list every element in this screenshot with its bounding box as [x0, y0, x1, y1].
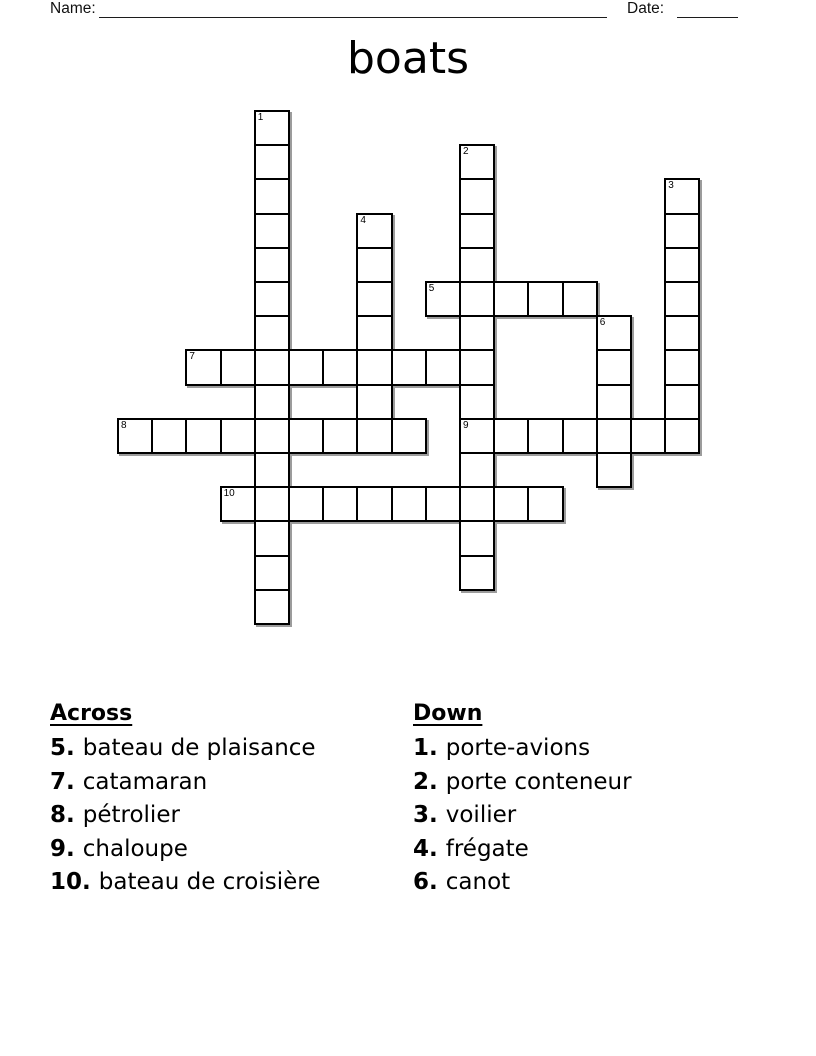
clue-text: pétrolier — [82, 802, 180, 828]
date-blank-line — [677, 17, 738, 18]
grid-cell[interactable] — [322, 486, 358, 522]
grid-cell[interactable] — [527, 281, 563, 317]
grid-cell[interactable] — [664, 281, 700, 317]
grid-cell[interactable] — [493, 486, 529, 522]
clue-text: canot — [445, 869, 511, 895]
grid-cell-number: 10 — [223, 488, 235, 500]
down-heading: Down — [413, 701, 483, 726]
grid-cell[interactable] — [254, 213, 290, 249]
grid-cell-number: 9 — [463, 419, 469, 431]
grid-cell[interactable] — [459, 486, 495, 522]
grid-cell[interactable] — [356, 384, 392, 420]
grid-cell[interactable] — [254, 418, 290, 454]
grid-cell[interactable] — [254, 281, 290, 317]
grid-cell[interactable] — [664, 418, 700, 454]
grid-cell[interactable] — [356, 315, 392, 351]
clue-text: porte-avions — [445, 735, 591, 761]
grid-cell-number: 1 — [257, 112, 264, 123]
down-clue — [413, 866, 632, 900]
clue-text: bateau de plaisance — [82, 735, 316, 761]
grid-cell[interactable] — [322, 418, 358, 454]
grid-cell[interactable] — [664, 384, 700, 420]
grid-cell-number: 8 — [121, 419, 127, 431]
grid-cell[interactable] — [254, 384, 290, 420]
grid-cell[interactable] — [459, 144, 495, 180]
grid-cell[interactable] — [391, 418, 427, 454]
grid-cell-number: 3 — [668, 180, 674, 192]
clue-number: 6. — [413, 869, 438, 895]
down-clues-section — [413, 701, 632, 900]
grid-cell[interactable] — [220, 486, 256, 522]
down-clue — [413, 833, 632, 867]
name-label: Name: — [50, 0, 96, 17]
clue-number: 4. — [413, 835, 438, 862]
grid-cell-number: 2 — [463, 146, 469, 158]
grid-cell[interactable] — [527, 486, 563, 522]
grid-cell[interactable] — [664, 213, 700, 249]
grid-cell[interactable] — [254, 247, 290, 283]
grid-cell[interactable] — [254, 452, 290, 488]
across-clue — [50, 833, 320, 867]
grid-cell[interactable] — [322, 349, 358, 385]
grid-cell[interactable] — [596, 418, 632, 454]
grid-cell[interactable] — [288, 418, 324, 454]
name-blank-line — [99, 17, 607, 18]
clue-text: frégate — [445, 835, 529, 862]
grid-cell[interactable] — [459, 418, 495, 454]
grid-cell[interactable] — [562, 281, 598, 317]
grid-cell-number: 6 — [599, 317, 606, 329]
clue-text: catamaran — [82, 768, 208, 795]
grid-cell[interactable] — [356, 418, 392, 454]
grid-cell[interactable] — [459, 349, 495, 385]
clue-number: 5. — [50, 735, 75, 761]
clue-text: porte conteneur — [445, 768, 632, 795]
clue-number: 7. — [50, 768, 75, 795]
grid-cell[interactable] — [151, 418, 187, 454]
across-clue-list — [50, 732, 320, 900]
grid-cell[interactable] — [425, 281, 461, 317]
across-heading: Across — [50, 701, 133, 726]
grid-cell[interactable] — [391, 349, 427, 385]
clue-number: 9. — [50, 835, 75, 862]
grid-cell[interactable] — [630, 418, 666, 454]
grid-cell-number: 7 — [189, 351, 195, 363]
grid-cell[interactable] — [220, 418, 256, 454]
grid-cell[interactable] — [254, 486, 290, 522]
grid-cell[interactable] — [356, 349, 392, 385]
grid-cell[interactable] — [391, 486, 427, 522]
clue-text: chaloupe — [82, 835, 188, 862]
grid-cell[interactable] — [459, 384, 495, 420]
grid-cell[interactable] — [664, 178, 700, 214]
down-clue — [413, 799, 632, 833]
grid-cell[interactable] — [288, 486, 324, 522]
down-clue — [413, 766, 632, 800]
grid-cell[interactable] — [596, 349, 632, 385]
grid-cell[interactable] — [596, 315, 632, 351]
grid-cell[interactable] — [254, 520, 290, 556]
puzzle-title: boats — [347, 33, 469, 84]
grid-cell[interactable] — [254, 315, 290, 351]
grid-cell[interactable] — [664, 349, 700, 385]
grid-cell[interactable] — [356, 213, 392, 249]
across-clue — [50, 866, 320, 900]
grid-cell[interactable] — [596, 384, 632, 420]
grid-cell[interactable] — [254, 178, 290, 214]
grid-cell[interactable] — [493, 418, 529, 454]
across-clues-section — [50, 701, 320, 900]
clue-number: 8. — [50, 802, 75, 828]
grid-cell[interactable] — [425, 349, 461, 385]
across-clue — [50, 732, 320, 766]
grid-cell[interactable] — [185, 418, 221, 454]
grid-cell[interactable] — [117, 418, 153, 454]
grid-cell[interactable] — [459, 555, 495, 591]
clue-number: 10. — [50, 869, 91, 895]
grid-cell[interactable] — [664, 315, 700, 351]
grid-cell[interactable] — [288, 349, 324, 385]
grid-cell-number: 5 — [428, 283, 435, 294]
clue-number: 3. — [413, 802, 438, 828]
down-clue — [413, 732, 632, 766]
grid-cell[interactable] — [356, 486, 392, 522]
across-clue — [50, 766, 320, 800]
grid-cell[interactable] — [459, 178, 495, 214]
grid-cell[interactable] — [254, 555, 290, 591]
clue-number: 2. — [413, 768, 438, 795]
grid-cell[interactable] — [220, 349, 256, 385]
grid-cell[interactable] — [596, 452, 632, 488]
grid-cell[interactable] — [459, 247, 495, 283]
clue-text: bateau de croisière — [98, 869, 321, 895]
date-label: Date: — [627, 0, 665, 17]
grid-cell[interactable] — [493, 281, 529, 317]
grid-cell[interactable] — [254, 589, 290, 625]
grid-cell[interactable] — [459, 281, 495, 317]
grid-cell[interactable] — [356, 281, 392, 317]
grid-cell[interactable] — [459, 520, 495, 556]
grid-cell-number: 4 — [360, 214, 366, 226]
across-clue — [50, 799, 320, 833]
grid-cell[interactable] — [459, 315, 495, 351]
grid-cell[interactable] — [459, 213, 495, 249]
grid-cell[interactable] — [356, 247, 392, 283]
grid-cell[interactable] — [562, 418, 598, 454]
grid-cell[interactable] — [459, 452, 495, 488]
grid-cell[interactable] — [425, 486, 461, 522]
grid-cell[interactable] — [254, 144, 290, 180]
grid-cell[interactable] — [664, 247, 700, 283]
grid-cell[interactable] — [254, 110, 290, 146]
grid-cell[interactable] — [185, 349, 221, 385]
grid-cell[interactable] — [527, 418, 563, 454]
down-clue-list — [413, 732, 632, 900]
clue-number: 1. — [413, 735, 438, 761]
grid-cell[interactable] — [254, 349, 290, 385]
clue-text: voilier — [445, 802, 517, 828]
